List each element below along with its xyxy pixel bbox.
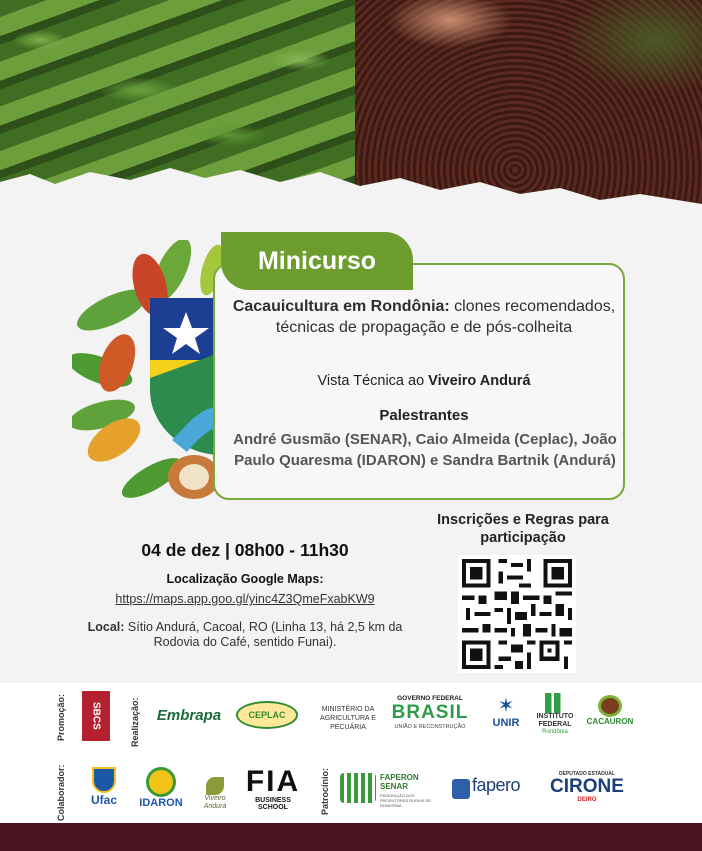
fapero-logo (452, 775, 536, 803)
speakers-names: André Gusmão (SENAR), Caio Almeida (Ceplac), João Paulo Quaresma (IDARON) e Sandra Bartnik (Andurá) (233, 431, 617, 469)
ufac-shield-icon (92, 767, 116, 793)
registration-heading: Inscrições e Regras para participação (437, 512, 609, 546)
visit-place: Viveiro Andurá (428, 373, 531, 389)
event-date: 04 de dez | 08h00 - 11h30 (141, 540, 349, 560)
minicurso-badge (221, 232, 413, 290)
governo-sub: UNIÃO E RECONSTRUÇÃO (394, 724, 466, 730)
brasil-text: BRASIL (391, 702, 469, 723)
governo-federal-logo (388, 695, 472, 741)
location-text: Sítio Andurá, Cacoal, RO (Linha 13, há 2,5 km da Rodovia do Café, sentido Funai). (124, 620, 403, 649)
fapero-text: fapero (472, 775, 521, 795)
faperon-text: FAPERON SENAR (380, 773, 419, 791)
course-title-bold: Cacauicultura em Rondônia: (232, 298, 450, 315)
cacauron-text: CACAURON (586, 717, 634, 726)
course-title (230, 296, 618, 338)
idaron-icon (146, 767, 176, 797)
viveiro-leaf-icon (206, 777, 224, 795)
unir-star-icon: ✶ (497, 695, 515, 717)
visit-prefix: Vista Técnica ao (317, 373, 429, 389)
ministerio-logo: MINISTÉRIO DA AGRICULTURA E PECUÁRIA (320, 706, 376, 731)
cirone-top: DEPUTADO ESTADUAL (559, 771, 615, 777)
viveiro-logo (196, 767, 234, 813)
maps-heading: Localização Google Maps: (166, 572, 324, 586)
cacauron-logo (584, 695, 636, 726)
ifro-sub: Rondônia (542, 729, 568, 735)
cirone-sub: DEIRO (577, 797, 597, 803)
ceplac-logo (236, 701, 298, 729)
ceplac-text: CEPLAC (248, 710, 286, 720)
cacauron-pod-icon (598, 695, 622, 717)
ifro-icon (545, 693, 565, 713)
idaron-text: IDARON (139, 797, 183, 809)
governo-top: GOVERNO FEDERAL (397, 695, 463, 702)
faperon-icon (340, 773, 376, 803)
ifro-text: INSTITUTO FEDERAL (536, 713, 574, 728)
ufac-logo (84, 767, 124, 807)
cacao-rondonia-emblem (72, 240, 232, 502)
badge-label: Minicurso (257, 246, 377, 275)
torn-paper-edge (0, 160, 702, 230)
registration-qr-code[interactable] (458, 555, 576, 673)
event-location (85, 620, 405, 650)
realizacao-label: Realização: (130, 697, 140, 747)
viveiro-text: Viveiro Andurá (203, 795, 227, 810)
course-title-rest: clones recomendados, técnicas de propagação e de pós-colheita (275, 298, 616, 336)
unir-text: UNIR (492, 717, 520, 729)
cirone-text: CIRONE (550, 776, 624, 797)
faperon-senar-logo (340, 771, 440, 807)
ifro-logo (530, 693, 580, 735)
cirone-logo (542, 771, 632, 803)
location-label: Local: (87, 620, 125, 634)
promocao-label: Promoção: (56, 693, 66, 741)
technical-visit (230, 373, 618, 389)
colaborador-label: Colaborador: (56, 764, 66, 821)
fia-logo (240, 767, 306, 811)
patrocinio-label: Patrocínio: (320, 767, 330, 815)
fapero-icon (452, 779, 470, 799)
idaron-logo (132, 767, 190, 809)
sbcs-text: SBCS (90, 702, 102, 730)
unir-logo (486, 695, 526, 729)
sponsors-footer (0, 683, 702, 823)
embrapa-logo: Embrapa (156, 707, 222, 724)
ufac-text: Ufac (90, 793, 117, 807)
faperon-sub: FEDERAÇÃO DOS PRODUTORES RURAIS DE RONDÔNIA (380, 793, 432, 808)
speakers-heading: Palestrantes (379, 407, 469, 424)
fia-text: FIA (245, 765, 301, 798)
bottom-band (0, 823, 702, 851)
sbcs-logo (82, 691, 110, 741)
maps-link[interactable]: https://maps.app.goo.gl/yinc4Z3QmeFxabKW9 (115, 592, 375, 606)
fia-sub: BUSINESS SCHOOL (255, 797, 291, 811)
